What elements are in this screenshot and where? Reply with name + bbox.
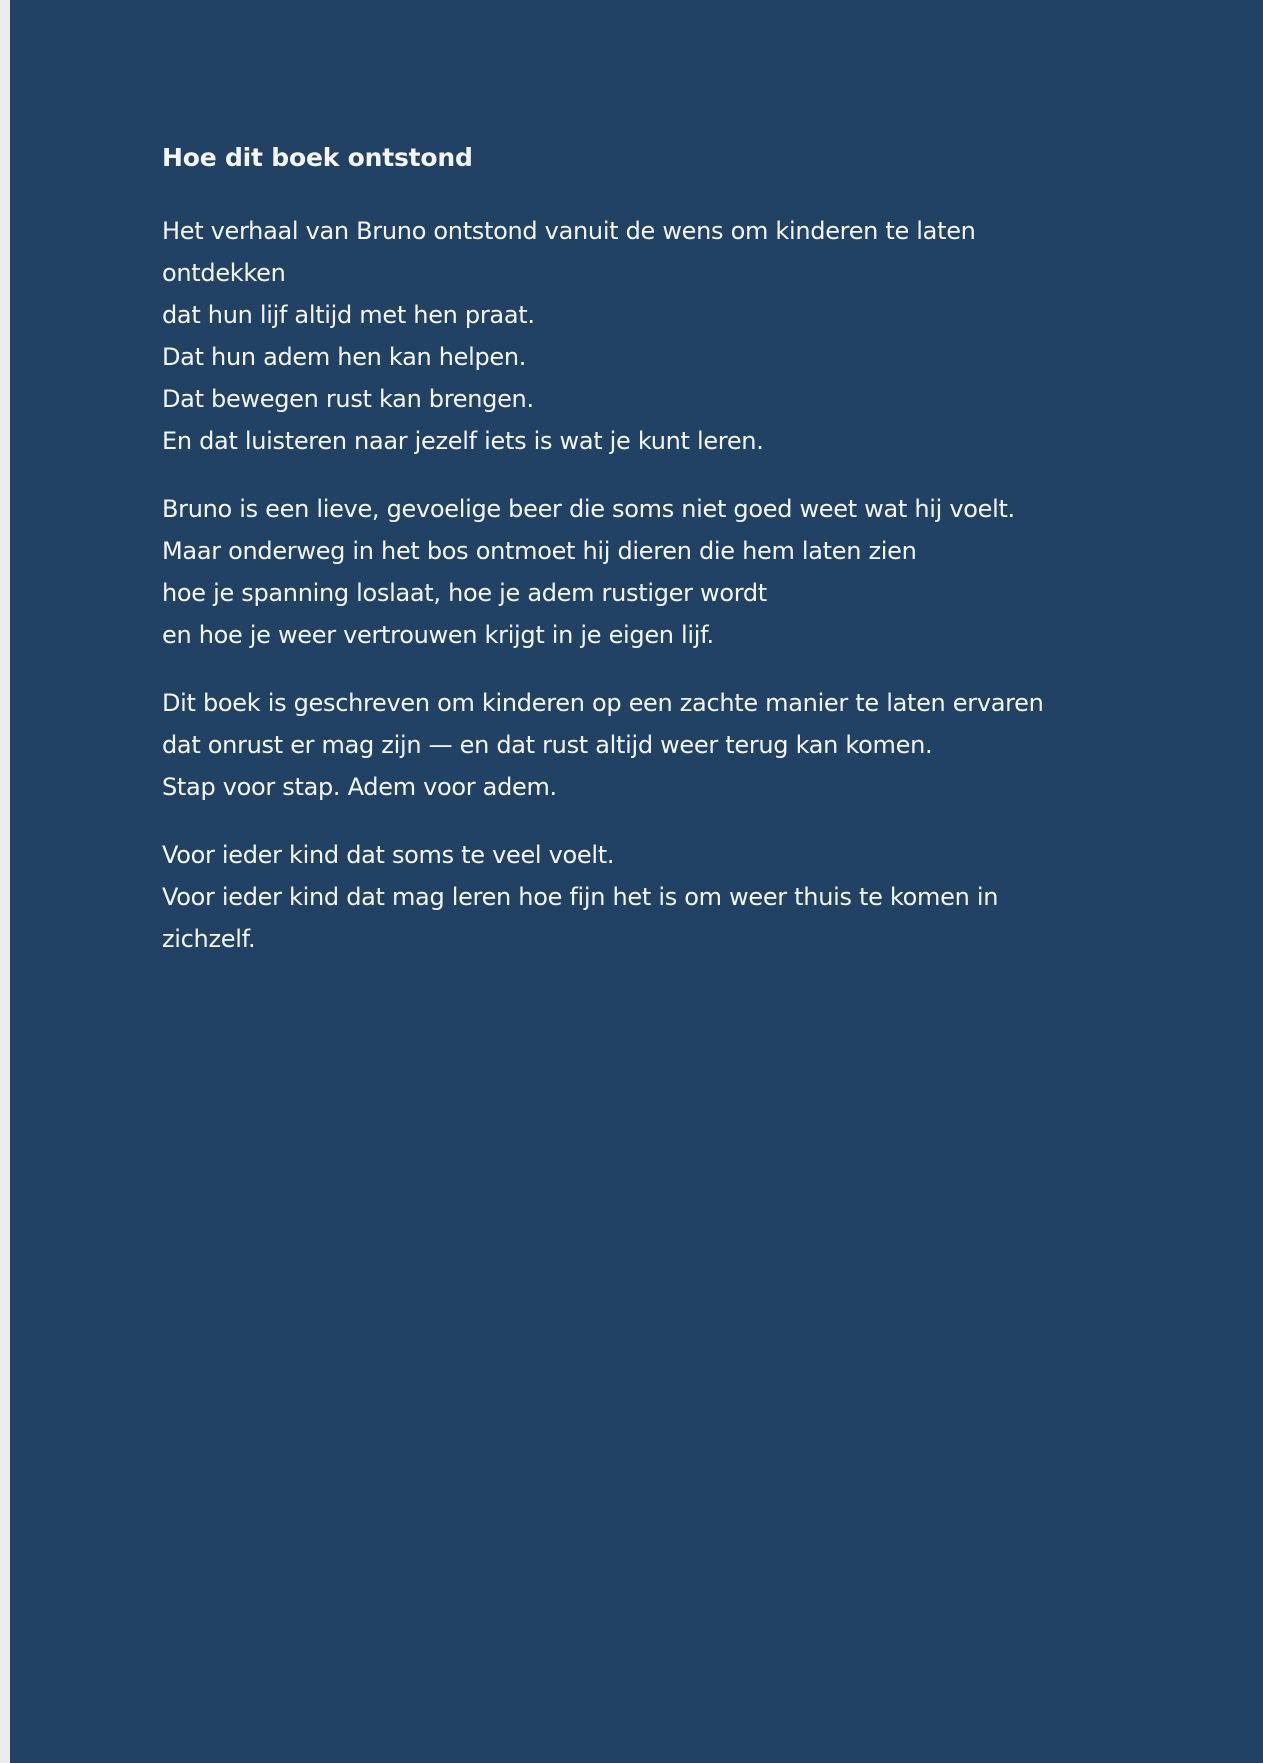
paragraph-2 [162,488,1142,656]
text-line: Voor ieder kind dat mag leren hoe fijn het is om weer thuis te komen in [162,883,999,911]
text-line: Maar onderweg in het bos ontmoet hij dieren die hem laten zien [162,537,917,565]
text-line: hoe je spanning loslaat, hoe je adem rustiger wordt [162,579,767,607]
text-line: Dat bewegen rust kan brengen. [162,385,534,413]
text-line: zichzelf. [162,925,256,953]
text-line: dat hun lijf altijd met hen praat. [162,301,535,329]
text-line: Voor ieder kind dat soms te veel voelt. [162,841,615,869]
text-line: Bruno is een lieve, gevoelige beer die soms niet goed weet wat hij voelt. [162,495,1015,523]
text-line: Dat hun adem hen kan helpen. [162,343,527,371]
text-line: dat onrust er mag zijn — en dat rust altijd weer terug kan komen. [162,731,933,759]
page-content [162,140,1142,986]
text-line: Het verhaal van Bruno ontstond vanuit de wens om kinderen te laten [162,217,976,245]
text-line: ontdekken [162,259,286,287]
paragraph-4 [162,834,1142,960]
page-title: Hoe dit boek ontstond [162,143,473,172]
text-line: Dit boek is geschreven om kinderen op een zachte manier te laten ervaren [162,689,1044,717]
document-page [10,0,1263,1763]
text-line: En dat luisteren naar jezelf iets is wat je kunt leren. [162,427,764,455]
paragraph-3 [162,682,1142,808]
text-line: Stap voor stap. Adem voor adem. [162,773,557,801]
text-line: en hoe je weer vertrouwen krijgt in je eigen lijf. [162,621,714,649]
paragraph-1 [162,210,1142,462]
